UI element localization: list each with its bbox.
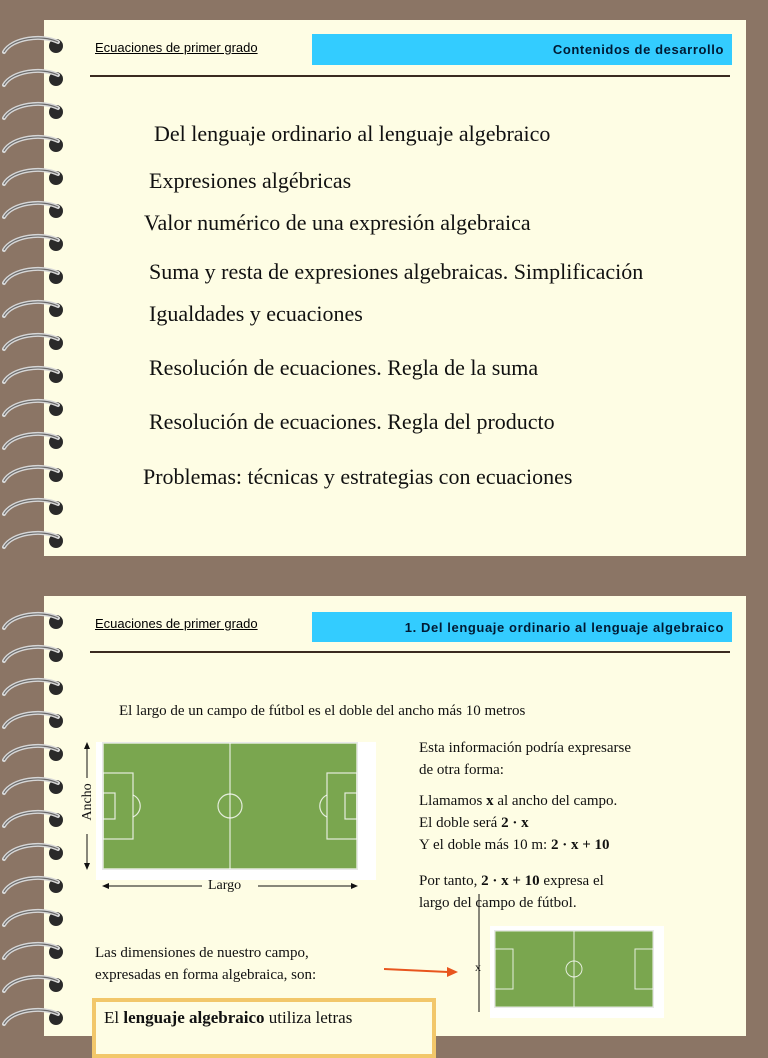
slide-title-bar: [312, 34, 732, 65]
slide-contents: [44, 20, 746, 556]
binding-ring-slot: [2, 740, 72, 766]
binding-ring-slot: [2, 164, 72, 190]
expression: 2 · x + 10: [481, 873, 540, 889]
info-line: Esta información podría expresarse: [419, 740, 631, 756]
info-line: de otra forma:: [419, 762, 504, 778]
binding-ring: [2, 905, 72, 931]
binding-ring: [2, 806, 72, 832]
header-divider: [90, 651, 730, 653]
binding-ring: [2, 428, 72, 454]
topic-item[interactable]: Expresiones algébricas: [149, 168, 352, 193]
small-x-label: x: [475, 960, 481, 974]
slide-subject: Ecuaciones de primer grado: [95, 616, 258, 631]
text-span: expresa el: [539, 873, 604, 889]
topic-item[interactable]: Problemas: técnicas y estrategias con ecuaciones: [143, 464, 573, 489]
llamamos-line: [419, 790, 617, 812]
definition-text: [419, 790, 617, 856]
binding-ring: [2, 131, 72, 157]
binding-ring: [2, 674, 72, 700]
binding-ring-slot: [2, 641, 72, 667]
binding-ring-slot: [2, 707, 72, 733]
binding-ring: [2, 938, 72, 964]
binding-ring: [2, 872, 72, 898]
slide-title-bar: [312, 612, 732, 642]
binding-ring-slot: [2, 296, 72, 322]
binding-ring-slot: [2, 527, 72, 553]
definition-box: [92, 998, 436, 1058]
doble10-line: [419, 834, 617, 856]
binding-ring-slot: [2, 65, 72, 91]
text-span: utiliza letras: [264, 1008, 353, 1027]
binding-ring: [2, 362, 72, 388]
binding-ring: [2, 197, 72, 223]
binding-ring-slot: [2, 32, 72, 58]
binding-ring: [2, 32, 72, 58]
topic-item[interactable]: Igualdades y ecuaciones: [149, 301, 363, 326]
topic-item[interactable]: Resolución de ecuaciones. Regla del producto: [149, 409, 555, 434]
binding-ring-slot: [2, 905, 72, 931]
binding-ring: [2, 461, 72, 487]
binding-ring: [2, 641, 72, 667]
dims-line: Las dimensiones de nuestro campo,: [95, 945, 309, 961]
binding-ring: [2, 329, 72, 355]
binding-ring-slot: [2, 773, 72, 799]
info-text: [419, 737, 631, 781]
binding-ring: [2, 65, 72, 91]
portanto-line: largo del campo de fútbol.: [419, 895, 577, 911]
slide-subject: Ecuaciones de primer grado: [95, 40, 258, 55]
binding-ring-slot: [2, 461, 72, 487]
text-span: Llamamos: [419, 793, 487, 809]
slide-lenguaje-algebraico: [44, 596, 746, 1036]
binding-ring-slot: [2, 263, 72, 289]
small-field-lines: [495, 931, 653, 1007]
binding-ring-slot: [2, 362, 72, 388]
binding-ring: [2, 527, 72, 553]
binding-ring: [2, 296, 72, 322]
small-football-field-image: [494, 930, 654, 1008]
binding-ring-slot: [2, 674, 72, 700]
field-lines: [103, 743, 357, 869]
binding-ring: [2, 707, 72, 733]
binding-ring-slot: [2, 428, 72, 454]
binding-ring-slot: [2, 938, 72, 964]
largo-label: Largo: [208, 878, 242, 893]
binding-ring: [2, 839, 72, 865]
binding-ring-slot: [2, 98, 72, 124]
key-term: lenguaje algebraico: [123, 1008, 265, 1027]
binding-ring: [2, 263, 72, 289]
binding-ring-slot: [2, 608, 72, 634]
binding-ring-slot: [2, 806, 72, 832]
spiral-binding: [54, 20, 124, 556]
ancho-label: Ancho: [80, 783, 95, 821]
binding-ring: [2, 98, 72, 124]
text-span: Y el doble más 10 m:: [419, 837, 551, 853]
dims-line: expresadas en forma algebraica, son:: [95, 967, 317, 983]
binding-ring-slot: [2, 395, 72, 421]
binding-ring: [2, 773, 72, 799]
doble-line: [419, 812, 617, 834]
binding-ring: [2, 740, 72, 766]
slide-title: Contenidos de desarrollo: [552, 42, 724, 57]
variable-x: x: [486, 793, 494, 809]
binding-ring-slot: [2, 971, 72, 997]
binding-ring-slot: [2, 329, 72, 355]
expression: 2 · x: [501, 815, 529, 831]
binding-ring: [2, 395, 72, 421]
binding-ring: [2, 494, 72, 520]
text-span: El doble será: [419, 815, 502, 831]
expression: 2 · x + 10: [550, 837, 610, 853]
binding-ring-slot: [2, 494, 72, 520]
binding-ring: [2, 971, 72, 997]
small-x-arrow: [472, 894, 486, 1014]
text-span: El: [104, 1008, 124, 1027]
text-span: Por tanto,: [419, 873, 482, 889]
football-field-image: [102, 742, 358, 870]
orange-arrow: [384, 964, 458, 978]
binding-ring: [2, 1004, 72, 1030]
binding-ring-slot: [2, 1004, 72, 1030]
topic-item[interactable]: Suma y resta de expresiones algebraicas. Simplificación: [149, 259, 644, 284]
topic-item[interactable]: Resolución de ecuaciones. Regla de la suma: [149, 355, 539, 380]
binding-ring-slot: [2, 839, 72, 865]
binding-ring-slot: [2, 131, 72, 157]
intro-text: El largo de un campo de fútbol es el doble del ancho más 10 metros: [119, 703, 526, 719]
binding-ring-slot: [2, 230, 72, 256]
topic-item[interactable]: Valor numérico de una expresión algebraica: [144, 210, 531, 235]
topic-item[interactable]: Del lenguaje ordinario al lenguaje algebraico: [154, 121, 551, 146]
header-divider: [90, 75, 730, 77]
binding-ring: [2, 608, 72, 634]
binding-ring-slot: [2, 872, 72, 898]
binding-ring-slot: [2, 197, 72, 223]
slide-title: 1. Del lenguaje ordinario al lenguaje algebraico: [404, 619, 724, 635]
conclusion-text: [419, 870, 604, 914]
binding-ring: [2, 164, 72, 190]
binding-ring: [2, 230, 72, 256]
dimensions-text: [95, 942, 316, 986]
text-span: al ancho del campo.: [493, 793, 618, 809]
portanto-line: [419, 870, 604, 892]
